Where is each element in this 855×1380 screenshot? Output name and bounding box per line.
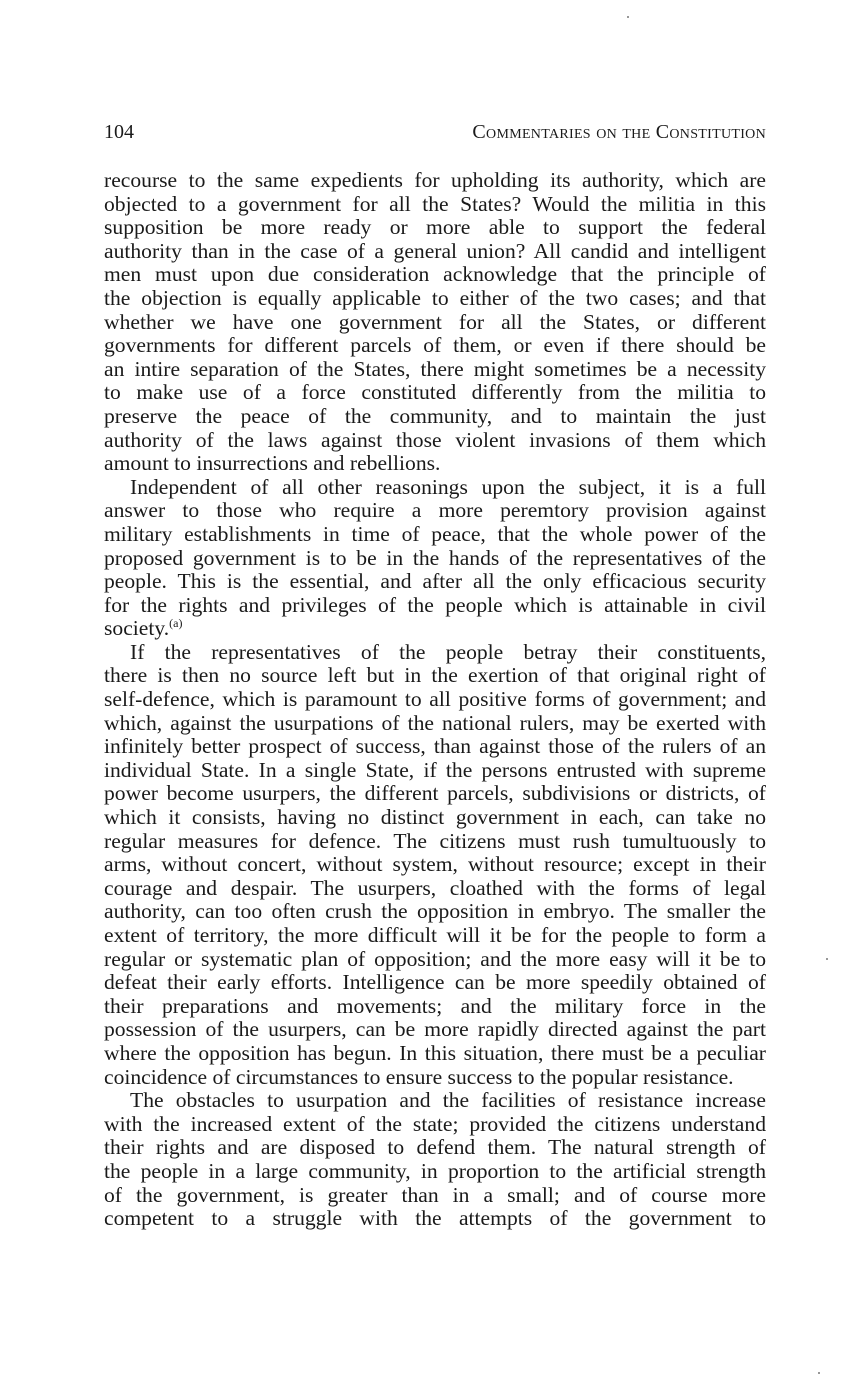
text-line: authority, can too often crush the opposition in embryo. The smaller the — [104, 899, 766, 924]
scan-speck — [627, 16, 629, 18]
text-line: self-defence, which is paramount to all positive forms of government; and — [104, 687, 766, 712]
page-number: 104 — [104, 121, 134, 143]
text-line: regular measures for defence. The citizens must rush tumultuously to — [104, 828, 766, 853]
text-line: regular or systematic plan of opposition; and the more easy will it be to — [104, 946, 766, 971]
text-line: power become usurpers, the different parcels, subdivisions or districts, of — [104, 781, 766, 806]
text-line: which, against the usurpations of the national rulers, may be exerted with — [104, 710, 766, 735]
text-line: there is then no source left but in the exertion of that original right of — [104, 663, 766, 688]
text-line: arms, without concert, without system, without resource; except in their — [104, 852, 766, 877]
text-line: preserve the peace of the community, and to maintain the just — [104, 403, 766, 428]
text-line: to make use of a force constituted differently from the militia to — [104, 380, 766, 405]
paragraph-4 — [104, 1089, 766, 1231]
text-line: the people in a large community, in proportion to the artificial strength — [104, 1158, 766, 1183]
text-line: possession of the usurpers, can be more rapidly directed against the part — [104, 1017, 766, 1042]
text-line: military establishments in time of peace, that the whole power of the — [104, 521, 766, 546]
body-text — [104, 169, 766, 1231]
paragraph-3 — [104, 641, 766, 1089]
text-line: governments for different parcels of them, or even if there should be — [104, 333, 766, 358]
text-line: for the rights and privileges of the people which is attainable in civil — [104, 592, 766, 617]
text-line: their rights and are disposed to defend them. The natural strength of — [104, 1135, 766, 1160]
text-line: extent of territory, the more difficult will it be for the people to form a — [104, 923, 766, 947]
text-line: the objection is equally applicable to either of the two cases; and that — [104, 285, 766, 310]
text-line: answer to those who require a more peremtory provision against — [104, 498, 766, 523]
text-line: defeat their early efforts. Intelligence can be more speedily obtained of — [104, 970, 766, 995]
text-line-content: society. — [104, 616, 170, 641]
paragraph-2 — [104, 476, 766, 641]
text-line: whether we have one government for all the States, or different — [104, 309, 766, 334]
text-line: If the representatives of the people betray their constituents, — [130, 639, 766, 664]
text-line: an intire separation of the States, there might sometimes be a necessity — [104, 356, 766, 381]
text-line: The obstacles to usurpation and the facilities of resistance increase — [130, 1088, 766, 1113]
text-line: amount to insurrections and rebellions. — [104, 451, 441, 476]
text-line: men must upon due consideration acknowledge that the principle of — [104, 262, 766, 287]
text-line: recourse to the same expedients for upholding its authority, which are — [104, 168, 766, 192]
scan-speck — [826, 958, 828, 960]
text-line: which it consists, having no distinct government in each, can take no — [104, 805, 766, 830]
text-line: Independent of all other reasonings upon the subject, it is a full — [130, 474, 766, 499]
running-head-title: Commentaries on the Constitution — [472, 121, 766, 143]
text-line: coincidence of circumstances to ensure success to the popular resistance. — [104, 1064, 734, 1089]
text-line: individual State. In a single State, if the persons entrusted with supreme — [104, 757, 766, 782]
text-line: competent to a struggle with the attempts of the government to — [104, 1206, 766, 1231]
footnote-marker: (a) — [169, 616, 183, 631]
text-line: people. This is the essential, and after all the only efficacious security — [104, 569, 766, 594]
text-line: authority of the laws against those violent invasions of them which — [104, 427, 766, 452]
scan-speck — [818, 1372, 820, 1374]
text-line: objected to a government for all the States? Would the militia in this — [104, 191, 766, 216]
text-line: proposed government is to be in the hands of the representatives of the — [104, 545, 766, 570]
text-line — [104, 617, 766, 641]
text-line: their preparations and movements; and the military force in the — [104, 993, 766, 1018]
text-line: supposition be more ready or more able to support the federal — [104, 215, 766, 240]
text-line: with the increased extent of the state; provided the citizens understand — [104, 1111, 766, 1136]
text-line: of the government, is greater than in a small; and of course more — [104, 1182, 766, 1207]
paragraph-1 — [104, 169, 766, 476]
text-line: infinitely better prospect of success, than against those of the rulers of an — [104, 734, 766, 759]
text-line: authority than in the case of a general union? All candid and intelligent — [104, 238, 766, 263]
text-line: courage and despair. The usurpers, cloathed with the forms of legal — [104, 875, 766, 900]
text-line: where the opposition has begun. In this situation, there must be a peculiar — [104, 1040, 766, 1065]
